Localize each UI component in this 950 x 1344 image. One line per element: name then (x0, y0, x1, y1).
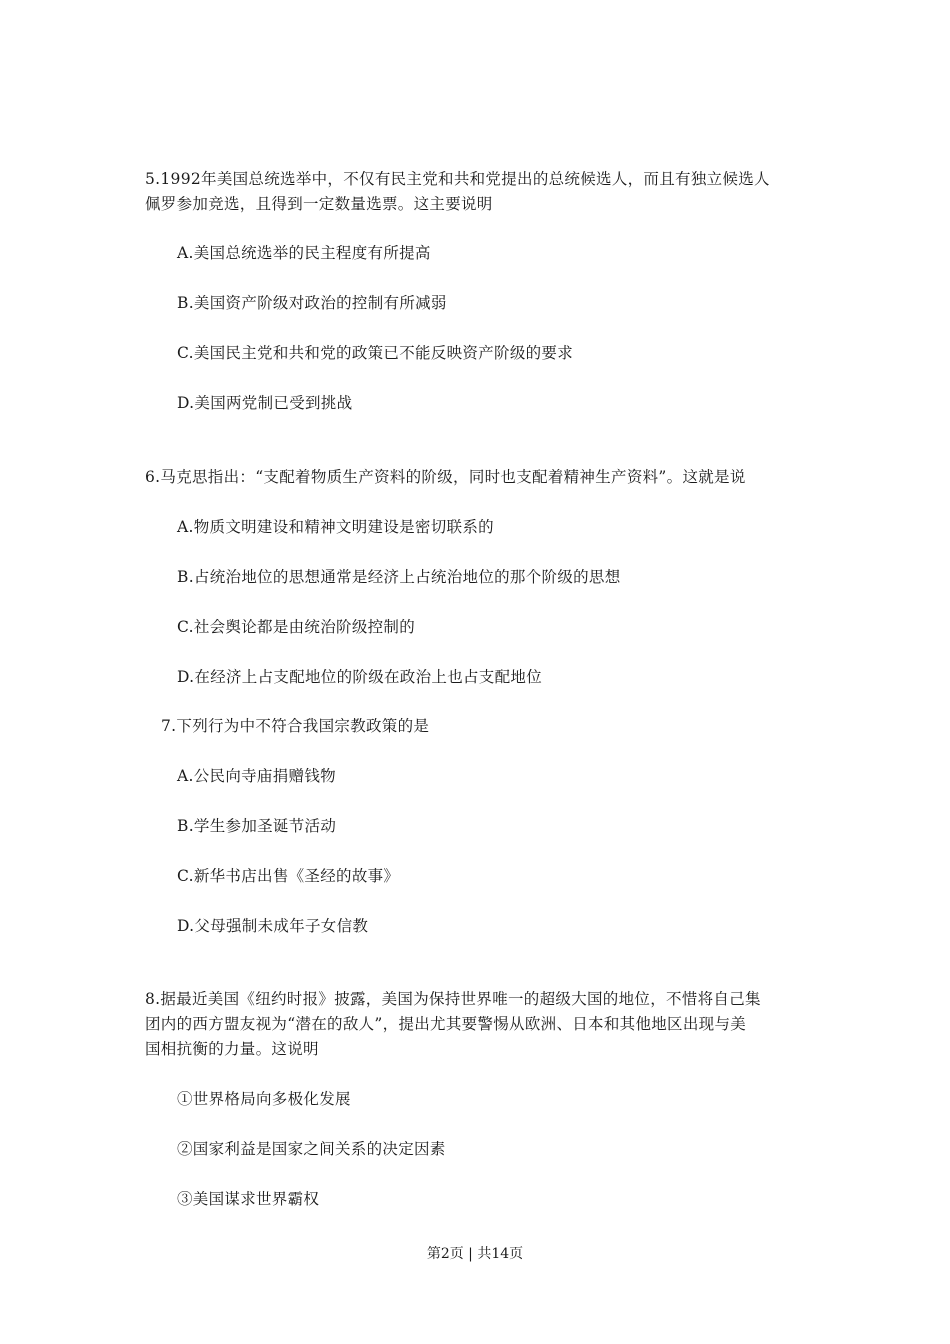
q8-option-2: ②国家利益是国家之间关系的决定因素 (177, 1140, 446, 1158)
q6-option-a: A.物质文明建设和精神文明建设是密切联系的 (177, 518, 494, 536)
q7-option-c: C.新华书店出售《圣经的故事》 (177, 867, 400, 885)
q6-option-b: B.占统治地位的思想通常是经济上占统治地位的那个阶级的思想 (177, 568, 621, 586)
q5-option-b: B.美国资产阶级对政治的控制有所减弱 (177, 294, 447, 312)
q5-stem-line2: 佩罗参加竞选，且得到一定数量选票。这主要说明 (145, 195, 493, 213)
q7-stem-line1: 7.下列行为中不符合我国宗教政策的是 (161, 717, 430, 735)
q6-option-d: D.在经济上占支配地位的阶级在政治上也占支配地位 (177, 668, 543, 686)
q6-option-c: C.社会舆论都是由统治阶级控制的 (177, 618, 416, 636)
q7-option-b: B.学生参加圣诞节活动 (177, 817, 337, 835)
q5-option-a: A.美国总统选举的民主程度有所提高 (177, 244, 431, 262)
q7-option-d: D.父母强制未成年子女信教 (177, 917, 369, 935)
q8-stem-line3: 国相抗衡的力量。这说明 (145, 1040, 319, 1058)
q5-option-c: C.美国民主党和共和党的政策已不能反映资产阶级的要求 (177, 344, 574, 362)
q8-stem-line2: 团内的西方盟友视为“潜在的敌人”，提出尤其要警惕从欧洲、日本和其他地区出现与美 (145, 1015, 747, 1033)
q5-option-d: D.美国两党制已受到挑战 (177, 394, 353, 412)
q7-option-a: A.公民向寺庙捐赠钱物 (177, 767, 336, 785)
q8-option-1: ①世界格局向多极化发展 (177, 1090, 351, 1108)
page-number-footer: 第2页 | 共14页 (426, 1246, 524, 1262)
q8-option-3: ③美国谋求世界霸权 (177, 1190, 320, 1208)
q5-stem-line1: 5.1992年美国总统选举中，不仅有民主党和共和党提出的总统候选人，而且有独立候选人 (145, 170, 770, 188)
q6-stem-line1: 6.马克思指出：“支配着物质生产资料的阶级，同时也支配着精神生产资料”。这就是说 (145, 468, 746, 486)
q8-stem-line1: 8.据最近美国《纽约时报》披露，美国为保持世界唯一的超级大国的地位，不惜将自己集 (145, 990, 761, 1008)
